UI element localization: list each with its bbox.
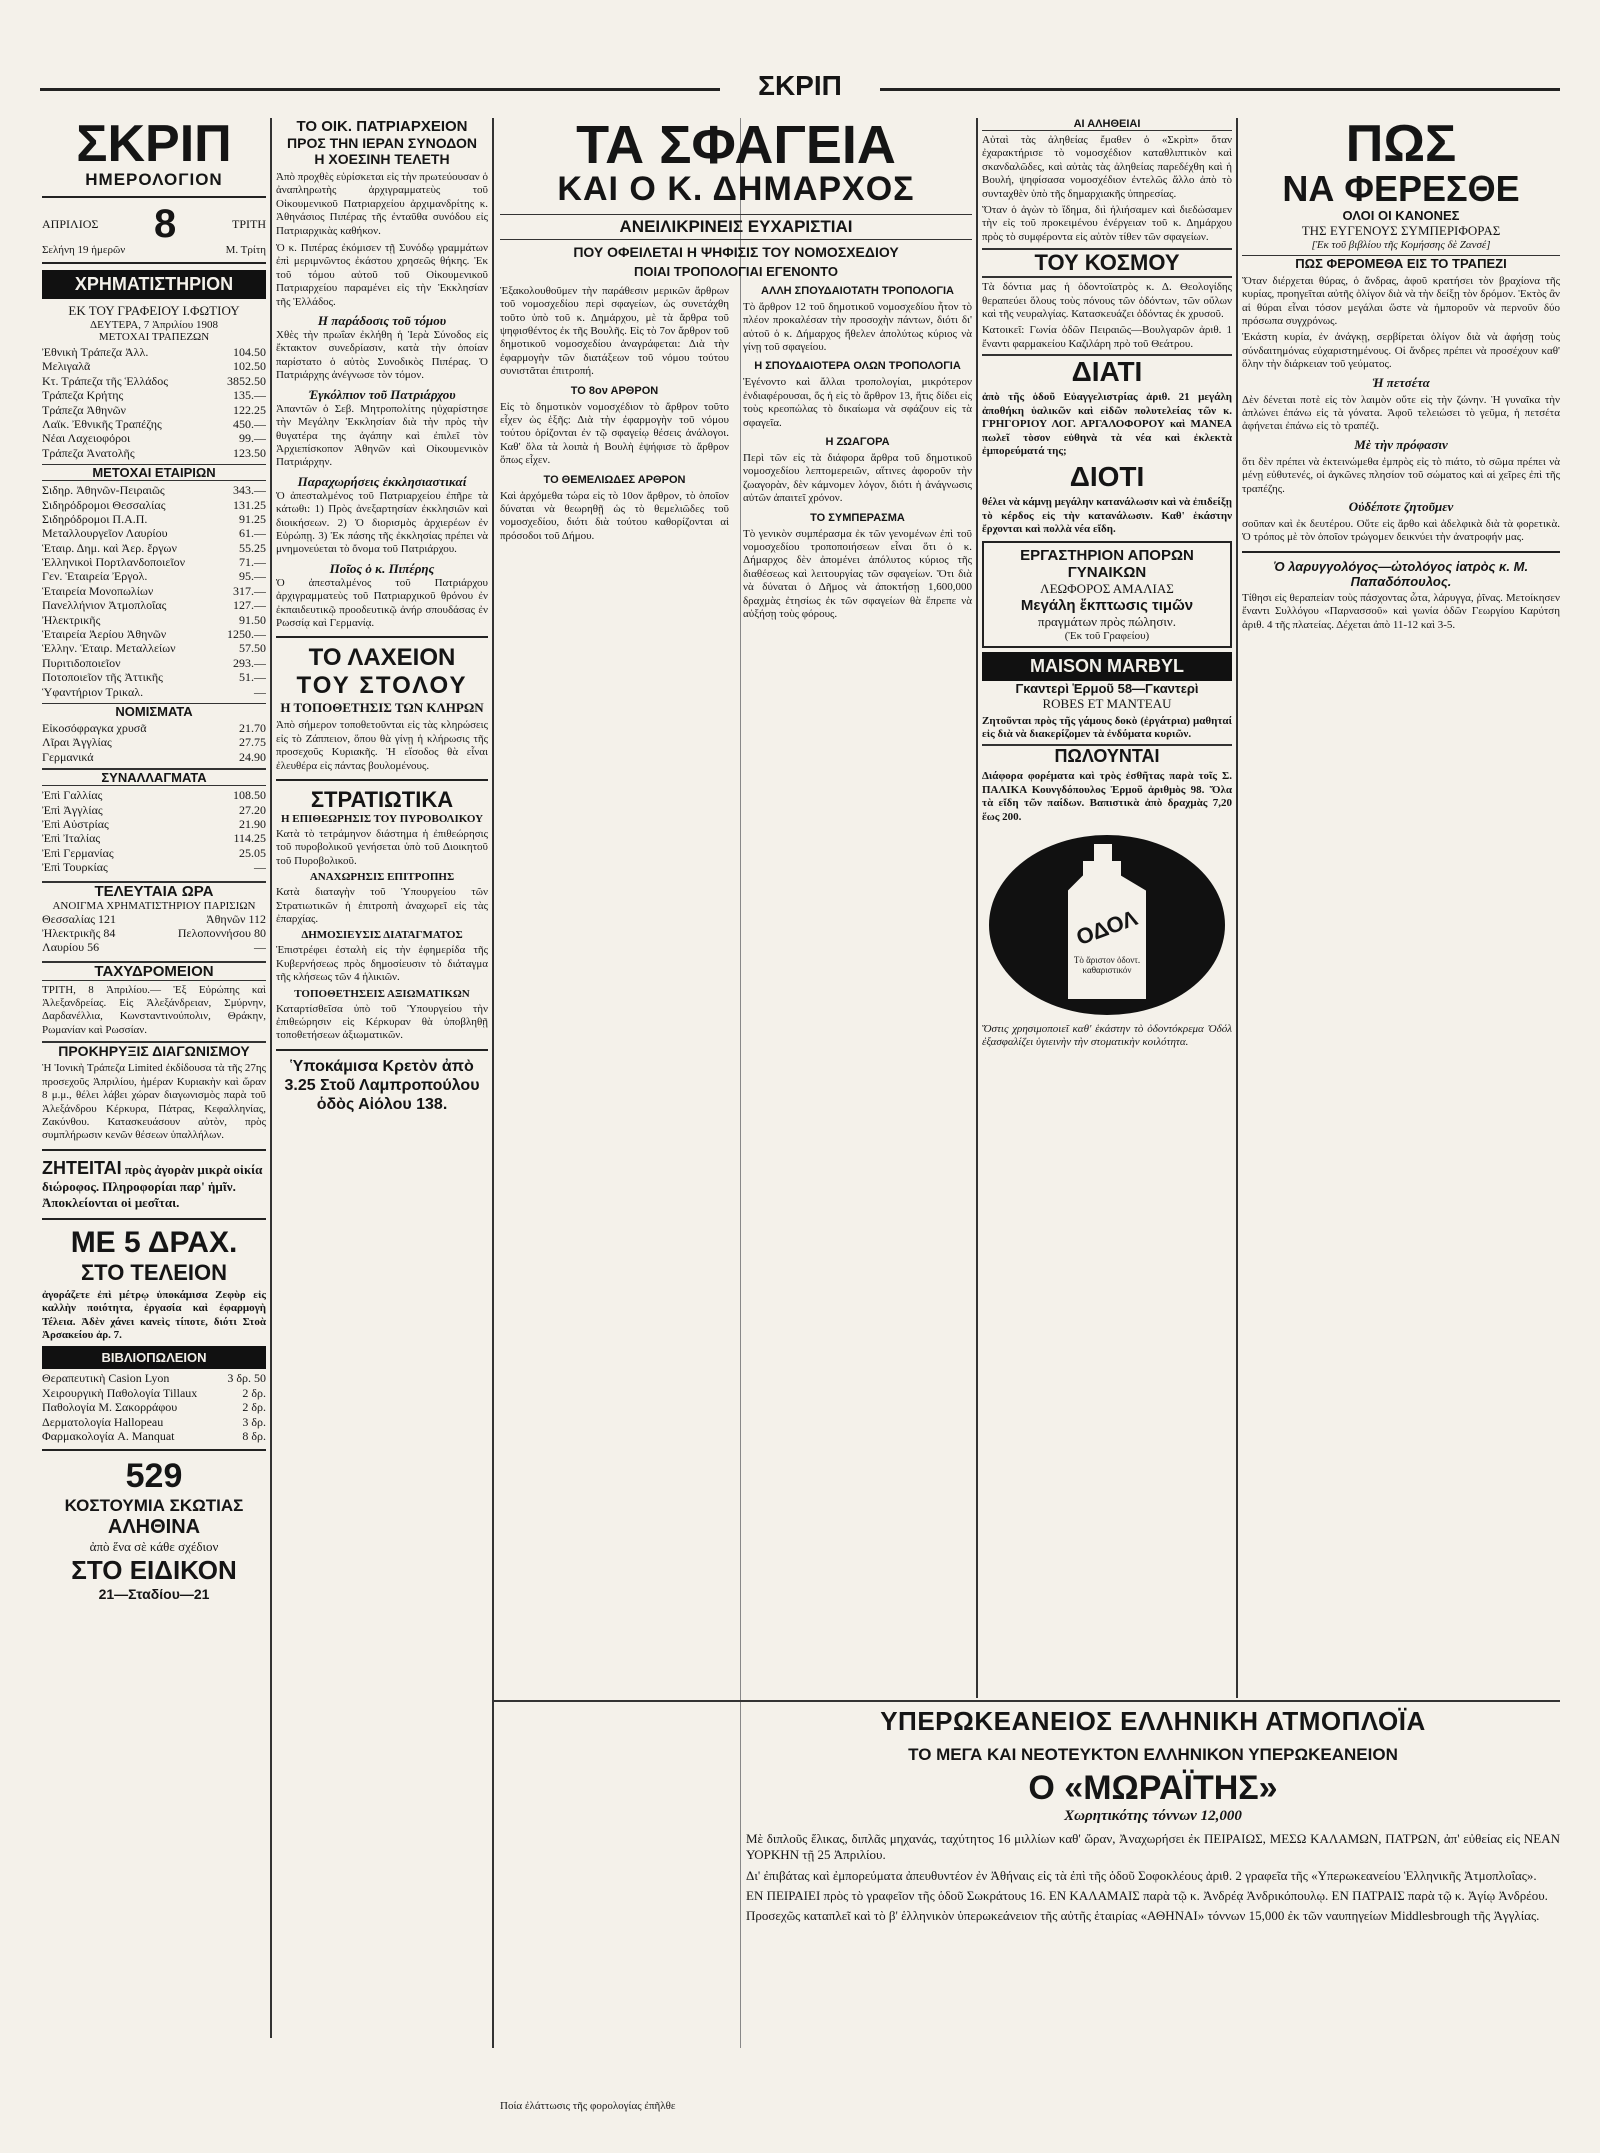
row-label: Ἑταιρεία Ἀερίου Ἀθηνῶν	[42, 627, 167, 642]
etiquette-body-2: Ἐκάστη κυρία, ἐν ἀνάγκῃ, σερβίρεται ὀλίγον διὰ νὰ ἀφήσῃ τοὺς σύνδαιτημόνας εὐχαριστημένους. Οἱ ἄνδρες πρέπει νὰ προσέχουν καθ' ὅλην τὴν διάρκειαν τοῦ γεύματος.	[1242, 331, 1560, 371]
post-text: ΤΡΙΤΗ, 8 Ἀπριλίου.— Ἐξ Εὐρώπης καὶ Ἀλεξανδρείας. Εἰς Ἀλεξάνδρειαν, Σμύρνην, Δαρδανέλλια, Κωνσταντινούπολιν, Θράκην, Ρωμανίαν καὶ Ρωσσίαν.	[42, 983, 266, 1036]
drachma-ad-title: ΜΕ 5 ΔΡΑΧ.	[70, 1225, 238, 1259]
table-row	[42, 584, 266, 598]
etiquette-title-1: ΠΩΣ	[1345, 118, 1457, 173]
bourse-title: ΧΡΗΜΑΤΙΣΤΗΡΙΟΝ	[42, 270, 266, 299]
calendar-moon: Σελήνη 19 ἡμερῶν	[42, 244, 126, 256]
row-label: Πανελλήνιον Ἀτμοπλοΐας	[42, 598, 167, 613]
ads-column	[982, 118, 1232, 1698]
military-sub-2: ΑΝΑΧΩΡΗΣΙΣ ΕΠΙΤΡΟΠΗΣ	[309, 871, 455, 884]
row-value: 8 δρ.	[242, 1428, 266, 1443]
masthead-title: ΣΚΡΙΠ	[720, 70, 880, 102]
etiquette-body-4: ὅτι δὲν πρέπει νὰ ἐκτεινώμεθα ἐμπρὸς εἰς τὸ πιάτο, τὸ σῶμα πρέπει νὰ μένῃ εὐθυτενές, οἱ ἀγκῶνες πλησίον τοῦ σώματος καὶ αἱ χεῖρες ἐπὶ τῆς τραπέζης.	[1242, 455, 1560, 495]
row-label: Ἠλεκτρικῆς	[42, 612, 101, 627]
row-value: 131.25	[233, 497, 266, 512]
military-sub-4: ΤΟΠΟΘΕΤΗΣΕΙΣ ΑΞΙΩΜΑΤΙΚΩΝ	[294, 987, 470, 1000]
sale-heading: ΠΩΛΟΥΝΤΑΙ	[982, 744, 1232, 767]
table-row	[42, 860, 266, 874]
patriarchate-subhead-2: Ἐγκόλπιον τοῦ Πατριάρχου	[308, 386, 456, 402]
row-value: 91.25	[239, 511, 266, 526]
sale-body: Διάφορα φορέματα καὶ τρὸς ἐσθῆτας παρὰ τοῖς Σ. ΠΑΛΙΚΑ Κουνγδόπουλος Ἑρμοῦ ἀριθμὸς 98. Ὅλα τὰ εἴδη τῶν παίδων. Βαπιστικὰ ἀπὸ δραχμὰς 7,20 ἕως 200.	[982, 770, 1232, 823]
row-label: Μεταλλουργεῖον Λαυρίου	[42, 526, 168, 541]
military-sub: Η ΕΠΙΘΕΩΡΗΣΙΣ ΤΟΥ ΠΥΡΟΒΟΛΙΚΟΥ	[280, 813, 484, 825]
article-deck-2: ΠΟΥ ΟΦΕΙΛΕΤΑΙ Η ΨΗΦΙΣΙΣ ΤΟΥ ΝΟΜΟΣΧΕΔΙΟΥ	[573, 243, 899, 260]
etiquette-body-1: Ὅταν διέρχεται θύρας, ὁ ἄνδρας, ἀφοῦ κρατήσει τὸν βραχίονα τῆς κυρίας, προηγεῖται αὐτῆς ὀλίγον διὰ νὰ τὴν δείξῃ τὸν δρόμον. Ἐκτὸς ἂν αἱ θύραι εἶναι τόσον μεγάλαι ὥστε νὰ ἠμποροῦν νὰ περνοῦν δύο πρόσωπα συγχρόνως.	[1242, 274, 1560, 328]
article-body-2: Τὸ ἄρθρον 12 τοῦ δημοτικοῦ νομοσχεδίου ἦτον τὸ πλέον προκαλέσαν τὴν προσοχὴν πάντων, διότι δι' αὐτοῦ ὁ κ. Δήμαρχος ἤθελεν ἀπολύτως κύριος νὰ γίνῃ τοῦ σφαγείου.	[743, 300, 972, 353]
row-value: 2 δρ.	[242, 1400, 266, 1415]
lottery-body: Ἀπὸ σήμερον τοποθετοῦνται εἰς τὰς κληρώσεις εἰς τὸ Ζάππειον, ὅπου θὰ γίνῃ ἡ κλήρωσις τῆς προσεχοῦς Κυριακῆς. Ἡ εἴσοδος θὰ εἶναι ἐλευθέρα εἰς πάντας βουλομένους.	[276, 719, 488, 772]
odol-caption: Ὅστις χρησιμοποιεῖ καθ' ἑκάστην τὸ ὀδοντόκρεμα Ὀδόλ ἐξασφαλίζει ὑγιεινὴν τὴν στοματικὴν κοιλότητα.	[982, 1022, 1232, 1049]
bookstore-list	[42, 1371, 266, 1443]
because-body: θέλει νὰ κάμνῃ μεγάλην κατανάλωσιν καὶ νὰ ἐπιδείξῃ τὸ κέρδος εἰς τὴν κατανάλωσιν. Καθ' ἑκάστην ἔρχονται καὶ πολλὰ νέα εἴδη.	[982, 496, 1232, 536]
table-row	[42, 483, 266, 497]
table-row	[42, 721, 266, 735]
main-article	[500, 118, 972, 1698]
patriarchate-body-6: Ὁ ἀπεσταλμένος τοῦ Πατριάρχου ἀρχιγραμματεὺς τοῦ Πατριαρχικοῦ θρόνου ἐν ἐκπαιδευτικῷ προοδευτικῷ ἀνήρ σπουδάσας ἐν Ρωσσίᾳ καὶ Γερμανίᾳ.	[276, 576, 488, 629]
masthead	[0, 70, 1600, 100]
article-subhead-6: ΤΟ ΘΕΜΕΛΙΩΔΕΣ ΑΡΘΡΟΝ	[543, 473, 686, 486]
row-label: Πυριτιδοποιεῖον	[42, 655, 121, 670]
calendar-subtitle: ΗΜΕΡΟΛΟΓΙΟΝ	[85, 170, 223, 189]
calendar-column	[42, 118, 266, 2038]
row-label: Ἐπὶ Γερμανίας	[42, 845, 114, 860]
patriarchate-body-2: Ὁ κ. Πιπέρας ἐκόμισεν τῇ Συνόδῳ γραμμάτων ἐπὶ μεριμνῶντος ἐκάστου χρησεῶς θήκης. Ἐκ τοῦ τόμου αὐτοῦ τοῦ Οἰκουμενικοῦ Πατριαρχείου παραμένει εἰς τὴν Ἐκκλησίαν τῆς Ἑλλάδος.	[276, 242, 488, 308]
row-label: Τράπεζα Κρήτης	[42, 388, 124, 403]
article-body-4: Εἰς τὸ δημοτικὸν νομοσχέδιον τὸ ἄρθρον τοῦτο εἶχεν ὡς ἑξῆς: Διὰ τὴν ἐφαρμογὴν τοῦ νόμου τούτου ὁρίζονται ἐν τῷ σφαγείῳ θέσεις ἀνάλογοι. Καθ' ὅλα τὰ λοιπὰ ἡ Βουλὴ ἐψήφισε τὸ ἄρθρον ὅπως εἶχεν.	[500, 400, 729, 467]
table-row	[42, 750, 266, 764]
article-title: ΤΑ ΣΦΑΓΕΙΑ	[576, 118, 896, 175]
costume-sub: ΑΛΗΘΙΝΑ	[107, 1516, 201, 1539]
row-label: Σιδηρ. Ἀθηνῶν-Πειραιῶς	[42, 483, 165, 498]
row-label: Λαϊκ. Ἐθνικῆς Τραπέζης	[42, 416, 162, 431]
table-row	[42, 1429, 266, 1443]
row-value: 123.50	[233, 445, 266, 460]
row-label: Λαυρίου 56	[42, 940, 100, 955]
article-deck-3: ΠΟΙΑΙ ΤΡΟΠΟΛΟΓΙΑΙ ΕΓΕΝΟΝΤΟ	[634, 263, 838, 279]
workshop-body: Μεγάλη ἔκπτωσις τιμῶν	[1020, 596, 1194, 614]
row-value: Πελοποννήσου 80	[177, 925, 266, 940]
table-row	[42, 403, 266, 417]
row-label: Ἐπὶ Αὐστρίας	[42, 816, 109, 831]
row-value: 57.50	[239, 641, 266, 656]
row-label: Χειρουργικὴ Παθολογία Tillaux	[42, 1385, 198, 1400]
maison-sub: ROBES ET MANTEAU	[1042, 695, 1172, 711]
row-value: 71.—	[239, 555, 266, 570]
row-value: 114.25	[233, 831, 266, 846]
military-body: Κατὰ τὸ τετράμηνον διάστημα ἡ ἐπιθεώρησις τοῦ πυροβολικοῦ γενήσεται ὑπὸ τοῦ Διοικητοῦ τοῦ Πυροβολικοῦ.	[276, 828, 488, 867]
row-value: 3852.50	[227, 373, 266, 388]
calendar-weekday: ΤΡΙΤΗ	[231, 216, 266, 231]
doctor-heading: Ὁ λαρυγγολόγος—ὠτολόγος ἰατρὸς κ. Μ. Παπαδόπουλος.	[1273, 558, 1529, 589]
military-title: ΣΤΡΑΤΙΩΤΙΚΑ	[310, 787, 454, 812]
row-value: 91.50	[239, 612, 266, 627]
workshop-sub: ΛΕΩΦΟΡΟΣ ΑΜΑΛΙΑΣ	[1040, 580, 1174, 596]
post-heading: ΤΑΧΥΔΡΟΜΕΙΟΝ	[42, 961, 266, 981]
row-label: Ἑταιρ. Δημ. καὶ Ἀερ. ἔργων	[42, 540, 177, 555]
row-value: 55.25	[239, 540, 266, 555]
table-row	[42, 555, 266, 569]
article-subhead-4: Η ΖΩΑΓΟΡΑ	[825, 435, 890, 448]
row-value: 95.—	[239, 569, 266, 584]
table-row	[42, 627, 266, 641]
row-value: 21.70	[239, 720, 266, 735]
article-body-3: Ἐγένοντο καὶ ἄλλαι τροπολογίαι, μικρότερον ἐνδιαφέρουσαι, ὅς ἡ εἰς τὸ ἄρθρον 13, ἥτις δίδει εἰς τοὺς κρεοπώλας τὸ δικαίωμα νὰ σφάζουν εἰς τὰ σφαγεῖα.	[743, 376, 972, 429]
bank-share-list	[42, 345, 266, 460]
wanted-heading: ΖΗΤΕΙΤΑΙ	[42, 1157, 122, 1178]
military-body-4: Καταρτίσθεῖσα ὑπὸ τοῦ Ὑπουργείου τὴν ἐπιθεώρησιν εἰς Κέρκυραν θὰ ὑποβληθῇ τοποθετήσεων ἀξιωματικῶν.	[276, 1002, 488, 1042]
patriarchate-title-1: ΤΟ ΟΙΚ. ΠΑΤΡΙΑΡΧΕΙΟΝ	[296, 118, 468, 135]
truths-body-2: Ὅταν ὁ ἀγὼν τὸ ἴδημα, διὶ ἠλιήσαμεν καὶ διεδώσαμεν τὴν εἰς τοῦ προκειμένου ἐνέργειαν τοῦ κ. Δημάρχου πρὸς τὸ συμφέροντα εἰς αὐτὸν τίθεν τῶν σφαγείων.	[982, 204, 1232, 243]
patriarchate-subhead-1: Η παράδοσις τοῦ τόμου	[317, 313, 447, 329]
currency-list	[42, 721, 266, 764]
table-row	[42, 569, 266, 583]
row-label: Σιδηρόδρομοι Θεσσαλίας	[42, 497, 166, 512]
row-value: —	[254, 684, 266, 699]
shipping-line-3: ΕΝ ΠΕΙΡΑΙΕΙ πρὸς τὸ γραφεῖον τῆς ὁδοῦ Σωκράτους 16. ΕΝ ΚΑΛΑΜΑΙΣ παρὰ τῷ κ. Ἀνδρέᾳ Ἀνδρικόπουλῳ. ΕΝ ΠΑΤΡΑΙΣ παρὰ τῷ κ. Ἀγίῳ Ἀνδρέου.	[746, 1887, 1548, 1903]
table-row	[42, 670, 266, 684]
table-row	[42, 940, 266, 954]
maison-heading: MAISON MARBYL	[982, 652, 1232, 681]
row-value: 104.50	[233, 345, 266, 359]
table-row	[42, 417, 266, 431]
military-sub-3: ΔΗΜΟΣΙΕΥΣΙΣ ΔΙΑΤΑΓΜΑΤΟΣ	[301, 929, 463, 942]
etiquette-subhead-4: Οὐδέποτε ζητοῦμεν	[1348, 499, 1454, 515]
row-value: 24.90	[239, 749, 266, 764]
row-label: Ἐπὶ Τουρκίας	[42, 860, 108, 875]
etiquette-subhead-3: Μὲ τὴν πρόφασιν	[1354, 436, 1448, 452]
table-row	[42, 512, 266, 526]
etiquette-subhead-1: ΠΩΣ ΦΕΡΟΜΕΘΑ ΕΙΣ ΤΟ ΤΡΑΠΕΖΙ	[1242, 255, 1560, 271]
calendar-title: ΣΚΡΙΠ	[76, 118, 232, 173]
bourse-date: ΔΕΥΤΕΡΑ, 7 Ἀπριλίου 1908	[90, 319, 218, 331]
because-heading: ΔΙΟΤΙ	[1069, 461, 1145, 493]
article-subhead-2: Η ΣΠΟΥΔΑΙΟΤΕΡΑ ΟΛΩΝ ΤΡΟΠΟΛΟΓΙΑ	[754, 360, 961, 373]
shipping-sub: ΤΟ ΜΕΓΑ ΚΑΙ ΝΕΟΤΕΥΚΤΟΝ ΕΛΛΗΝΙΚΟΝ ΥΠΕΡΩΚΕΑΝΕΙΟΝ	[908, 1745, 1398, 1764]
table-row	[42, 598, 266, 612]
table-row	[42, 526, 266, 540]
shipping-line-2: Δι' ἐπιβάτας καὶ ἐμπορεύματα ἀπευθυντέον ἐν Ἀθήναις εἰς τὰ ἐπὶ τῆς ὁδοῦ Σοφοκλέους ἀριθ. 2 γραφεῖα τῆς «Υπερωκεανείου Ἑλληνικῆς Ἀτμοπλοΐας».	[746, 1867, 1537, 1883]
lottery-title: ΤΟ ΛΑΧΕΙΟΝ	[308, 644, 456, 672]
table-row	[42, 388, 266, 402]
table-row	[42, 735, 266, 749]
etiquette-body-5: σοῦπαν καὶ ἐκ δευτέρου. Οὔτε εἰς ἄρθο καὶ ἀδελφικὰ διὰ τὰ φορετικὰ. Ὁ τρόπος μὲ τὸν ὁποῖον τρώγομεν δεικνύει τὴν ἀνατροφήν μας.	[1242, 518, 1560, 544]
row-value: 2 δρ.	[242, 1385, 266, 1400]
patriarchate-body-3: Χθὲς τὴν πρωΐαν ἐκλήθη ἡ Ἱερὰ Σύνοδος εἰς ἔκτακτον συνεδρίασιν, κατὰ τὴν ὁποίαν παρίστατο ὁ αὐτὸς Συνοδικὸς Πιπέρας. Ὁ Πατριάρχης ἀνέγνωσε τὸν τόμον.	[276, 329, 488, 382]
row-label: Δερματολογία Hallopeau	[42, 1414, 164, 1429]
company-shares-heading: ΜΕΤΟΧΑΙ ΕΤΑΙΡΙΩΝ	[42, 464, 266, 481]
exchange-heading: ΣΥΝΑΛΛΑΓΜΑΤΑ	[42, 768, 266, 786]
table-row	[42, 656, 266, 670]
etiquette-column	[1242, 118, 1560, 1698]
table-row	[42, 1400, 266, 1414]
table-row	[42, 685, 266, 699]
etiquette-body-3: Δὲν δένεται ποτὲ εἰς τὸν λαιμὸν οὔτε εἰς τὴν ζώνην. Ἡ γυναῖκα τὴν ἁπλώνει ἐπάνω εἰς τὰ γόνατα. Ἀφοῦ τελειώσει τὸ γεῦμα, ἡ πετσέτα ἀφήνεται ἐπάνω εἰς τὸ τραπέζι.	[1242, 393, 1560, 433]
patriarchate-body-5: Ὁ ἀπεσταλμένος τοῦ Πατριαρχείου ἐπῆρε τὰ κάτωθι: 1) Πρὸς ἀνεξαρτησίαν ἐκκλησιῶν καὶ διοικήσεων. 2) Ὁ διορισμὸς ἀρχιερέων ἐν Εὐρώπῃ. 3) Ἐκ πάσης τῆς ἐκκλησίας πρέπει νὰ μνημονεύεται τὸ ὄνομα τοῦ Πατριάρχου.	[276, 489, 488, 556]
row-value: 51.—	[239, 670, 266, 685]
truths-heading: ΑΙ ΑΛΗΘΕΙΑΙ	[982, 118, 1232, 131]
exchange-list	[42, 788, 266, 874]
table-row	[42, 613, 266, 627]
table-row	[42, 846, 266, 860]
doctor-body: Τίθησι εἰς θεραπείαν τοὺς πάσχοντας ὦτα, λάρυγγα, ῥῖνας. Μετοίκησεν ἔναντι Συλλόγου «Παρνασσοῦ» καὶ γωνία ὁδῶν Γεωργίου Καρύτση ἀριθ. 4 τῆς πλατείας. Δέχεται ἀπὸ 11-12 καὶ 3-5.	[1242, 591, 1560, 631]
workshop-heading: ΕΡΓΑΣΤΗΡΙΟΝ ΑΠΟΡΩΝ ΓΥΝΑΙΚΩΝ	[1020, 546, 1194, 581]
article-body-5: Περὶ τῶν εἰς τὰ διάφορα ἄρθρα τοῦ δημοτικοῦ νομοσχεδίου λεπτομερειῶν, αἵτινες ἀφοροῦν τὴν ζωαγορὰν, δὲν κάμνομεν λόγον, διότι ἡ ἀνάγνωσις αὐτῶν ἀπαιτεῖ χρόνον.	[743, 451, 972, 505]
military-body-3: Ἐπιστρέφει ἐσταλὴ εἰς τὴν ἐφημερίδα τῆς Κυβερνήσεως πρὸς δημοσίευσιν τὸ διάταγμα τῆς κλήσεως τῶν 4 ἡλικιῶν.	[276, 944, 488, 984]
patriarchate-title-2: ΠΡΟΣ ΤΗΝ ΙΕΡΑΝ ΣΥΝΟΔΟΝ	[287, 135, 477, 151]
shirt-ad: Ὑποκάμισα Κρετὸν ἀπὸ 3.25 Στοῦ Λαμπροπούλου ὁδὸς Αἰόλου 138.	[284, 1057, 480, 1114]
costume-addr: 21—Σταδίου—21	[98, 1586, 210, 1603]
company-share-list	[42, 483, 266, 699]
lottery-sub: ΤΟΥ ΣΤΟΛΟΥ	[296, 672, 468, 700]
bank-shares-heading: ΜΕΤΟΧΑΙ ΤΡΑΠΕΖΩΝ	[98, 331, 210, 343]
workshop-note: (Ἐκ τοῦ Γραφείου)	[1064, 629, 1150, 642]
patriarchate-subhead-4: Ποῖος ὁ κ. Πιπέρης	[329, 560, 435, 576]
table-row	[42, 1415, 266, 1429]
shipping-title: ΥΠΕΡΩΚΕΑΝΕΙΟΣ ΕΛΛΗΝΙΚΗ ΑΤΜΟΠΛΟΪΑ	[880, 1706, 1426, 1736]
row-label: Παθολογία Μ. Σακορράφου	[42, 1400, 178, 1415]
row-label: Θεσσαλίας 121	[42, 911, 117, 926]
row-label: Ποτοποιεῖον τῆς Ἀττικῆς	[42, 670, 163, 685]
costume-text: ἀπὸ ἕνα σὲ κάθε σχέδιον	[89, 1539, 219, 1555]
calendar-day: 8	[154, 202, 177, 246]
shipping-capacity: Χωρητικότης τόννων 12,000	[1064, 1808, 1242, 1824]
row-label: Τράπεζα Ἀνατολῆς	[42, 445, 135, 460]
truths-body-1: Αὐταὶ τὰς ἀληθείας ἔμαθεν ὁ «Σκρὶπ» ὅταν ἐχαρακτήρισε τὸ νομοσχέδιον καταθλιπτικὸν καὶ σκανδαλῶδες, καὶ αὐτὰς τὰς ἀληθείας παρεδέχθη καὶ ἡ Βουλή, ψηφίσασα νομοσχέδιον ἐντελῶς ἄλλο ἀπὸ τὸ συνταχθὲν ὑπὸ τῆς δημαρχιακῆς ὑπηρεσίας.	[982, 134, 1232, 200]
row-value: —	[254, 860, 266, 875]
patriarchate-column	[276, 118, 488, 2048]
shipping-ship: Ο «ΜΩΡΑΪΤΗΣ»	[1028, 1769, 1278, 1807]
patriarchate-subhead-3: Παραχωρήσεις ἐκκλησιαστικαί	[297, 473, 467, 489]
table-row	[42, 926, 266, 940]
costume-price: 529	[125, 1457, 183, 1496]
row-label: Εἰκοσόφραγκα χρυσᾶ	[42, 720, 147, 735]
odol-label: ΟΔΟΛ	[1072, 904, 1141, 951]
row-value: 450.—	[233, 416, 266, 431]
row-label: Ἑλλην. Ἑταιρ. Μεταλλείων	[42, 641, 176, 656]
row-label: Λῖραι Ἀγγλίας	[42, 735, 112, 750]
table-row	[42, 345, 266, 359]
row-value: 3 δρ.	[242, 1414, 266, 1429]
table-row	[42, 431, 266, 445]
table-row	[42, 541, 266, 555]
costume-title: ΚΟΣΤΟΥΜΙΑ ΣΚΩΤΙΑΣ	[64, 1496, 244, 1516]
world-body: Τὰ δόντια μας ἡ ὀδοντοϊατρὸς κ. Δ. Θεολογίδης θεραπεύει ὅλους τοὺς πόνους τῶν ὀδόντων, τῶν οὔλων καὶ τῆς νευραλγίας. Κατασκευάζει ὀδόντας ἐκ χρυσοῦ.	[982, 281, 1232, 321]
table-row	[42, 831, 266, 845]
row-label: Ἑλληνικοὶ Πορτλανδοποιεῖον	[42, 555, 186, 570]
table-row	[42, 641, 266, 655]
odol-small: Τὸ ἄριστον ὀδοντ. καθαριστικόν	[1073, 954, 1141, 975]
etiquette-title-2: ΝΑ ΦΕΡΕΣΘΕ	[1282, 168, 1520, 209]
row-value: 27.75	[239, 735, 266, 750]
table-row	[42, 446, 266, 460]
row-value: 135.—	[233, 388, 266, 403]
article-body-1: Ἐξακολουθοῦμεν τὴν παράθεσιν μερικῶν ἄρθρων τοῦ νομοσχεδίου περὶ σφαγείων, ὡς συνετάχθη τοῦτο ὑπὸ τοῦ κ. Δημάρχου, μὲ τὰ ἄρθρα τοῦ ψηφισθέντος ἐκ τῆς Βουλῆς. Εἰς τὸ 7ον ἄρθρον τοῦ δημοτικοῦ νομοσχεδίου ἀναγράφεται: Διὰ τὴν ἐφαρμογὴν τῶν διατάξεων τοῦ νόμου τούτου συνιστᾶται ἐπιτροπή.	[500, 284, 729, 378]
row-value: 27.20	[239, 802, 266, 817]
article-footer-text: Ποία ἐλάττωσις τῆς φορολογίας ἐπῆλθε	[500, 2100, 676, 2112]
row-label: Μελιγαλᾶ	[42, 359, 91, 374]
article-body-7: Καὶ ἀρχόμεθα τώρα εἰς τὸ 10ον ἄρθρον, τὸ ὁποῖον δύναται νὰ θεωρηθῇ ὡς τὸ θεμελιῶδες τοῦ νομοσχεδίου, διότι διὰ τούτου καθορίζονται αἱ πρόσοδοι τοῦ Δήμου.	[500, 489, 729, 542]
article-subhead-1: ΑΛΛΗ ΣΠΟΥΔΑΙΟΤΑΤΗ ΤΡΟΠΟΛΟΓΙΑ	[761, 284, 954, 297]
bookstore-heading: ΒΙΒΛΙΟΠΩΛΕΙΟΝ	[42, 1346, 266, 1369]
row-label: Ἑταιρεία Μονοπωλίων	[42, 583, 154, 598]
odol-illustration	[982, 830, 1232, 1020]
world-address: Κατοικεῖ: Γωνία ὁδῶν Πειραιῶς—Βουλγαρῶν ἀριθ. 1 ἔναντι φαρμακείου Καζιλάρη πρὸ τοῦ Θεάτρου.	[982, 324, 1232, 350]
row-value: Ἀθηνῶν 112	[206, 911, 266, 926]
calendar-month: ΑΠΡΙΛΙΟΣ	[42, 216, 99, 231]
table-row	[42, 498, 266, 512]
drachma-ad-text: ἀγοράζετε ἐπὶ μέτρῳ ὑποκάμισα Ζεφὺρ εἰς καλλὴν ποιότητα, ἐργασία καὶ ἐφαρμογὴ Τέλεια. Ἀδὲν χάνει κανεὶς τίποτε, διότι Στοὰ Ἀρσακείου ἀρ. 7.	[42, 1288, 266, 1341]
row-label: Φαρμακολογία A. Manquat	[42, 1428, 175, 1443]
row-value: 21.90	[239, 816, 266, 831]
calendar-week: Μ. Τρίτη	[225, 244, 266, 256]
row-label: Ἠλεκτρικῆς 84	[42, 925, 116, 940]
row-label: Σιδηρόδρομοι Π.Α.Π.	[42, 511, 148, 526]
table-row	[42, 1371, 266, 1385]
row-label: Γερμανικά	[42, 749, 94, 764]
row-value: 25.05	[239, 845, 266, 860]
row-value: 1250.—	[227, 627, 266, 642]
maison-body: Ζητοῦνται πρὸς τῆς γάμους δοκὸ (ἐργάτρια) μαθηταί εἰς διὰ νὰ διακερίζομεν τὰ ἐνδύματα κυριῶν.	[982, 714, 1232, 740]
last-hour-sub: ΑΝΟΙΓΜΑ ΧΡΗΜΑΤΙΣΤΗΡΙΟΥ ΠΑΡΙΣΙΩΝ	[52, 899, 256, 912]
world-heading: ΤΟΥ ΚΟΣΜΟΥ	[982, 248, 1232, 278]
row-label: Ἐθνικὴ Τράπεζα Ἀλλ.	[42, 345, 149, 359]
table-row	[42, 359, 266, 373]
table-row	[42, 374, 266, 388]
workshop-body-2: πραγμάτων πρὸς πώλησιν.	[1038, 613, 1176, 629]
row-value: 99.—	[239, 431, 266, 446]
why-body: ἀπὸ τῆς ὁδοῦ Εὐαγγελιστρίας ἀριθ. 21 μεγάλη ἀποθήκη ὑαλικῶν καὶ εἰδῶν πολυτελείας τῶν κ. ΓΡΗΓΟΡΙΟΥ ΛΟΓ. ΑΡΓΑΛΟΦΟΡΟΥ καὶ ΜΑΝΕΑ πωλεῖ τὸσον εὐθηνὰ τὰ νέα καὶ ἐκλεκτὰ ἐμπορεύματά της;	[982, 391, 1232, 457]
row-value: 317.—	[233, 583, 266, 598]
patriarchate-body-1: Ἀπὸ προχθὲς εὑρίσκεται εἰς τὴν πρωτεύουσαν ὁ ἀναπληρωτὴς ἀρχιγραμματεὺς τοῦ Οἰκουμενικοῦ Πατριαρχείου ἀρχιμανδρίτης κ. Ἀθηνάσιος Πιπέρας τῆς ἐνταῦθα συνόδου εἰς Πατριαρχικὰς καθήκον.	[276, 171, 488, 237]
etiquette-subhead-2: Ἡ πετσέτα	[1372, 374, 1430, 390]
row-value: 108.50	[233, 788, 266, 803]
drachma-ad-sub: ΣΤΟ ΤΕΛΕΙΟΝ	[80, 1259, 228, 1285]
bourse-from: ΕΚ ΤΟΥ ΓΡΑΦΕΙΟΥ Ι.ΦΩΤΙΟΥ	[68, 303, 240, 318]
tender-text: Ἡ Ἰονικὴ Τράπεζα Limited ἐκδίδουσα τὰ τῆς 27ης προσεχοῦς Ἀπριλίου, ἡμέραν Κυριακὴν καὶ ὥραν 8 μ.μ., θέλει λάβει χώραν διαγωνισμὸς παρὰ τοῦ Ἀλεξάνδρου Κέρκυρα, Πάτρας, Κεφαλληνίας, Ζακύνθου. Κατασκευάσουν αὐτὸν, πρὸς συμπλήρωσιν κενῶν θέσεων ὑπαλλήλων.	[42, 1062, 266, 1142]
patriarchate-body-4: Ἀπαντῶν ὁ Σεβ. Μητροπολίτης ηὐχαρίστησε τὴν Μεγάλην Ἐκκλησίαν διὰ τὴν πρὸς τὴν θυγατέρα της ἀγάπην καὶ ἐπιλεῖ τὸν Ἀρχιεπίσκοπον Ἀθηνῶν καὶ Οἰκουμενικὸν Πατριάρχην.	[276, 402, 488, 469]
row-label: Ἐπὶ Γαλλίας	[42, 788, 103, 803]
article-deck-1: ΑΝΕΙΛΙΚΡΙΝΕΙΣ ΕΥΧΑΡΙΣΤΙΑΙ	[500, 214, 972, 240]
wanted-text: πρὸς ἀγορὰν μικρὰ οἰκία διώροφος. Πληροφορίαι παρ' ἡμῖν. Ἀποκλείονται οἱ μεσῖται.	[42, 1161, 263, 1211]
tender-heading: ΠΡΟΚΗΡΥΞΙΣ ΔΙΑΓΩΝΙΣΜΟΥ	[42, 1041, 266, 1059]
table-row	[42, 912, 266, 926]
table-row	[42, 803, 266, 817]
shipping-line-1: Μὲ διπλοῦς ἕλικας, διπλᾶς μηχανάς, ταχύτητος 16 μιλλίων καθ' ὥραν, Ἀναχωρήσει ἐκ ΠΕΙΡΑΙΩΣ, ΜΕΣΩ ΚΑΛΑΜΩΝ, ΠΑΤΡΩΝ, ἀπ' εὐθείας εἰς ΝΕΑΝ ΥΟΡΚΗΝ τῇ 25 Ἀπριλίου.	[746, 1831, 1560, 1863]
costume-shop: ΣΤΟ ΕΙΔΙΚΟΝ	[71, 1555, 237, 1586]
row-value: 61.—	[239, 526, 266, 541]
last-hour-heading: ΤΕΛΕΥΤΑΙΑ ΩΡΑ	[42, 881, 266, 900]
row-label: Κτ. Τράπεζα τῆς Ἑλλάδος	[42, 373, 168, 388]
maison-address: Γκαντερὶ Ἑρμοῦ 58—Γκαντερὶ	[1015, 680, 1199, 696]
row-label: Τράπεζα Ἀθηνῶν	[42, 402, 126, 417]
row-value: 343.—	[233, 483, 266, 498]
currency-heading: ΝΟΜΙΣΜΑΤΑ	[42, 703, 266, 719]
article-body-6: Τὸ γενικὸν συμπέρασμα ἐκ τῶν γενομένων ἐπὶ τοῦ νομοσχεδίου τροποποιήσεων εἶναι ὅτι ὁ κ. Δήμαρχος δὲν ἀπομένει ἀπόλυτος κύριος τῆς διαθέσεως καὶ λειτουργίας τῶν σφαγείων. Ὅτι διὰ νὰ δύναται ὁ Δῆμος νὰ ἀποκτήσῃ 1,600,000 δραχμὰς ἐτησίως ἐκ τῶν σφαγείων θὰ ἔπρεπε νὰ αὐξήσῃ τοὺς φόρους.	[743, 527, 972, 620]
row-label: Γεν. Ἑταιρεία Ἐργολ.	[42, 569, 148, 584]
row-label: Ἐπὶ Ἰταλίας	[42, 831, 101, 846]
shipping-line-4: Προσεχῶς καταπλεῖ καὶ τὸ β' ἑλληνικὸν ὑπερωκεάνειον τῆς αὐτῆς ἑταιρίας «ΑΘΗΝΑΙ» τόννων 15,000 ἐκ τῶν ναυπηγείων Middlesbrough τῆς Ἀγγλίας.	[746, 1908, 1540, 1923]
table-row	[42, 1386, 266, 1400]
etiquette-deck-3: [Ἐκ τοῦ βιβλίου τῆς Κομήσσης δὲ Ζανσέ]	[1311, 238, 1491, 251]
row-value: 122.25	[233, 402, 266, 417]
row-label: Ὑφαντήριον Τρικαλ.	[42, 684, 144, 699]
military-body-2: Κατὰ διαταγὴν τοῦ Ὑπουργείου τῶν Στρατιωτικῶν ἡ ἐπιτροπὴ ἀναχωρεῖ εἰς τὰς ἐπαρχίας.	[276, 886, 488, 926]
article-subhead-3: ΤΟ 8ον ΑΡΘΡΟΝ	[570, 384, 659, 397]
table-row	[42, 788, 266, 802]
patriarchate-title-3: Η ΧΟΕΣΙΝΗ ΤΕΛΕΤΗ	[314, 151, 450, 167]
row-label: Θεραπευτικὴ Casion Lyon	[42, 1371, 170, 1386]
row-value: 127.—	[233, 598, 266, 613]
lottery-sub-2: Η ΤΟΠΟΘΕΤΗΣΙΣ ΤΩΝ ΚΛΗΡΩΝ	[280, 700, 484, 716]
etiquette-deck-2: ΤΗΣ ΕΥΓΕΝΟΥΣ ΣΥΜΠΕΡΙΦΟΡΑΣ	[1301, 222, 1501, 238]
row-label: Ἐπὶ Ἀγγλίας	[42, 802, 103, 817]
etiquette-deck-1: ΟΛΟΙ ΟΙ ΚΑΝΟΝΕΣ	[1342, 207, 1460, 223]
row-value: 293.—	[233, 655, 266, 670]
shipping-ad	[746, 1706, 1560, 2106]
last-hour-list	[42, 912, 266, 955]
why-heading: ΔΙΑΤΙ	[982, 354, 1232, 388]
table-row	[42, 817, 266, 831]
row-value: 3 δρ. 50	[227, 1371, 266, 1386]
row-label: Νέαι Λαχειοφόροι	[42, 431, 131, 446]
article-subhead-5: ΤΟ ΣΥΜΠΕΡΑΣΜΑ	[810, 511, 905, 524]
article-title-2: ΚΑΙ Ο Κ. ΔΗΜΑΡΧΟΣ	[557, 170, 915, 208]
row-value: —	[254, 940, 266, 955]
row-value: 102.50	[233, 359, 266, 374]
